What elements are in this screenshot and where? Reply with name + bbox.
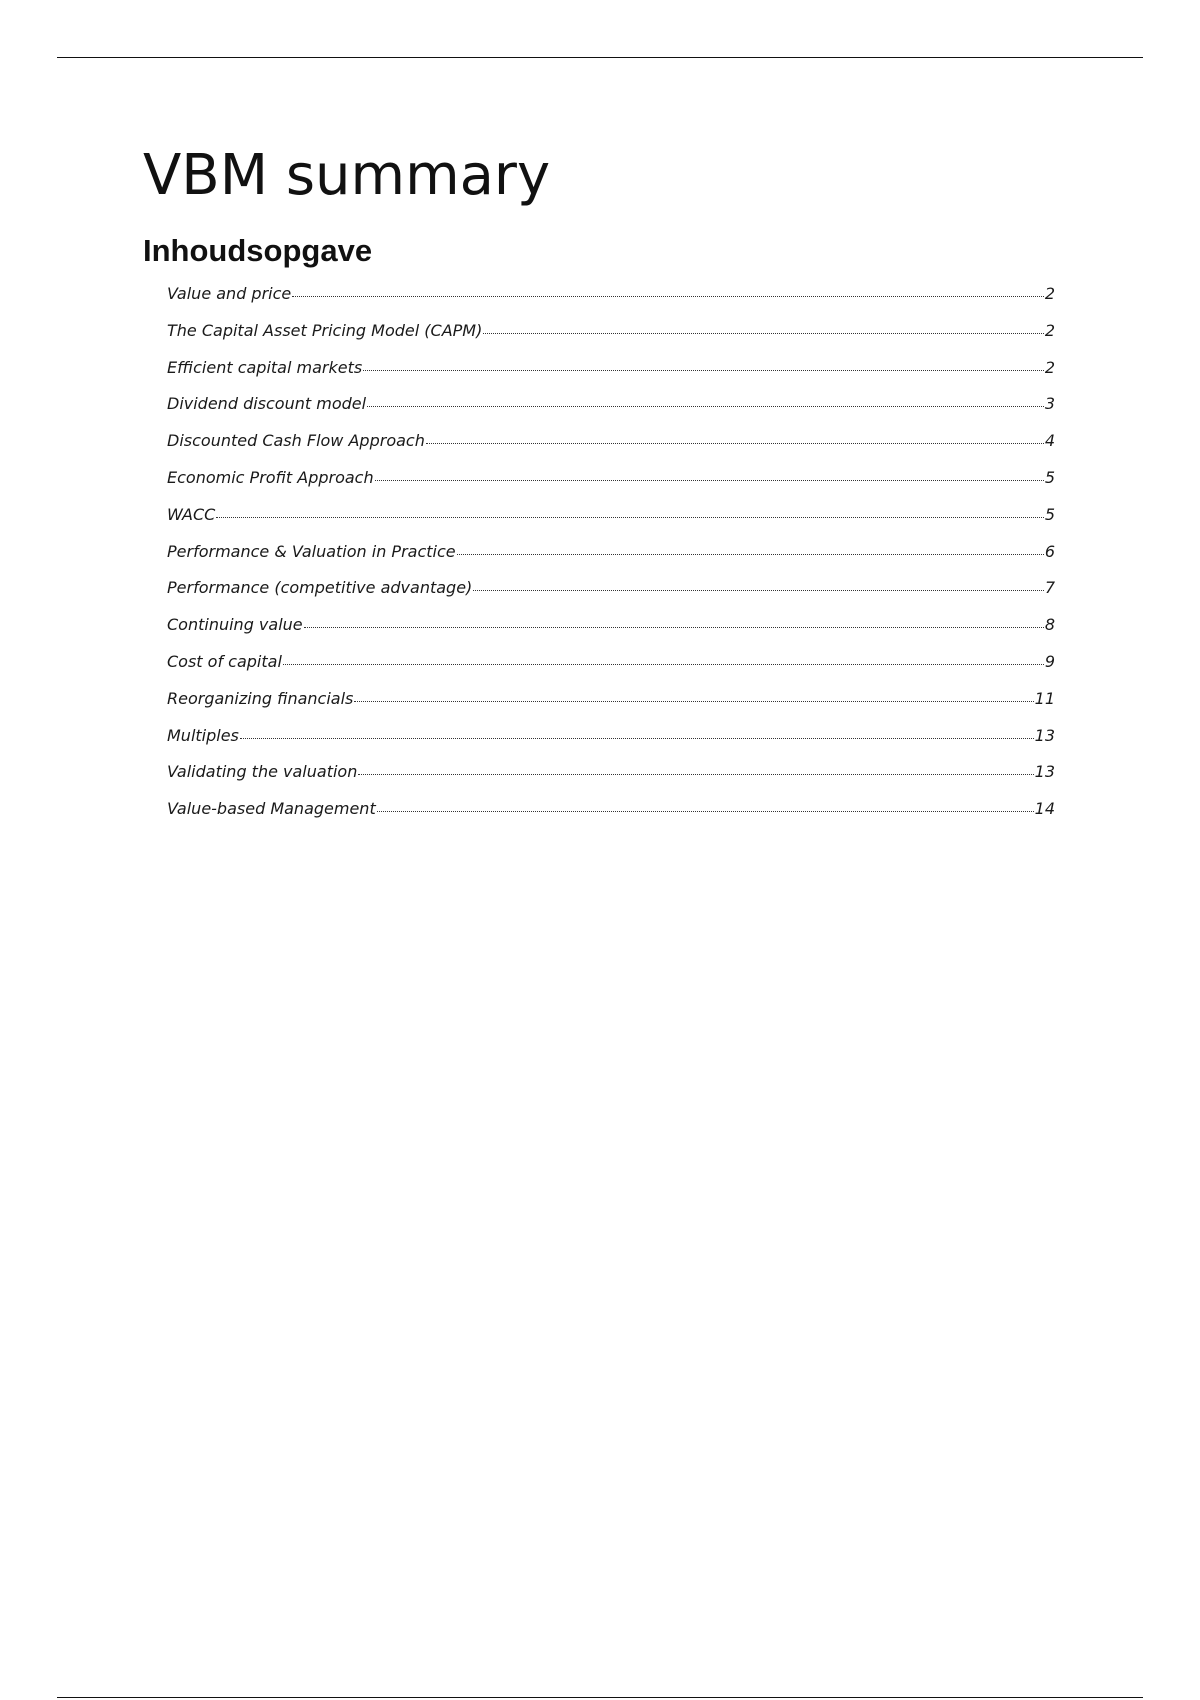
- toc-entry[interactable]: [167, 537, 1055, 574]
- toc-entry-page: 8: [1044, 615, 1055, 635]
- dot-leader: [354, 701, 1033, 702]
- toc-entry[interactable]: [167, 353, 1055, 390]
- dot-leader: [377, 811, 1034, 812]
- toc-entry-label: Validating the valuation: [167, 762, 358, 782]
- toc-entry[interactable]: [167, 647, 1055, 684]
- toc-entry-label: Value-based Management: [167, 799, 376, 819]
- footer-rule: [57, 1697, 1143, 1698]
- toc-entry[interactable]: [167, 426, 1055, 463]
- dot-leader: [304, 627, 1044, 628]
- toc-entry-page: 2: [1044, 284, 1055, 303]
- toc-entry[interactable]: [167, 573, 1055, 610]
- toc-entry-label: Efficient capital markets: [167, 357, 363, 377]
- toc-entry-page: 4: [1044, 431, 1055, 451]
- toc-entry-label: Discounted Cash Flow Approach: [167, 431, 425, 451]
- dot-leader: [426, 443, 1044, 444]
- toc-entry-page: 2: [1044, 320, 1055, 340]
- toc-entry[interactable]: [167, 316, 1055, 353]
- dot-leader: [367, 406, 1044, 407]
- toc-entry-label: Continuing value: [167, 615, 303, 635]
- toc-entry[interactable]: [167, 389, 1055, 426]
- toc-entry-label: Performance (competitive advantage): [167, 578, 473, 598]
- toc-entry-page: 2: [1044, 357, 1055, 377]
- document-title: VBM summary: [143, 143, 551, 208]
- dot-leader: [240, 738, 1034, 739]
- toc-entry-page: 11: [1034, 688, 1055, 708]
- toc-entry-page: 5: [1044, 467, 1055, 487]
- toc-entry-label: Dividend discount model: [167, 394, 367, 414]
- toc-entry-label: Performance & Valuation in Practice: [167, 541, 456, 561]
- toc-entry-page: 9: [1044, 651, 1055, 671]
- toc-entry-label: The Capital Asset Pricing Model (CAPM): [167, 320, 483, 340]
- dot-leader: [283, 664, 1044, 665]
- toc-entry-page: 13: [1034, 725, 1055, 745]
- toc-entry-label: Cost of capital: [167, 651, 282, 671]
- dot-leader: [292, 296, 1044, 297]
- toc-heading: Inhoudsopgave: [143, 233, 373, 268]
- toc-entry-label: Multiples: [167, 725, 239, 745]
- toc-entry-page: 13: [1034, 762, 1055, 782]
- toc-entry[interactable]: [167, 721, 1055, 758]
- toc-entry-label: WACC: [167, 504, 216, 524]
- toc-entry-page: 7: [1044, 578, 1055, 598]
- toc-entry-label: Reorganizing financials: [167, 688, 354, 708]
- toc-entry-page: 3: [1044, 394, 1055, 414]
- dot-leader: [375, 480, 1044, 481]
- toc-entry-label: Economic Profit Approach: [167, 467, 374, 487]
- dot-leader: [457, 554, 1044, 555]
- toc-entry[interactable]: [167, 684, 1055, 721]
- toc-entry-page: 14: [1034, 799, 1055, 819]
- dot-leader: [363, 370, 1044, 371]
- dot-leader: [358, 774, 1033, 775]
- toc-entry-page: 6: [1044, 541, 1055, 561]
- dot-leader: [473, 590, 1044, 591]
- dot-leader: [483, 333, 1043, 334]
- toc-entry[interactable]: [167, 610, 1055, 647]
- toc-entry[interactable]: [167, 757, 1055, 794]
- toc-entry[interactable]: [167, 794, 1055, 831]
- toc-entry[interactable]: [167, 500, 1055, 537]
- toc-entry-page: 5: [1044, 504, 1055, 524]
- header-rule: [57, 57, 1143, 58]
- toc-entry-label: Value and price: [167, 284, 292, 303]
- toc-entry[interactable]: [167, 279, 1055, 316]
- toc-entry[interactable]: [167, 463, 1055, 500]
- dot-leader: [216, 517, 1044, 518]
- table-of-contents: [167, 279, 1055, 831]
